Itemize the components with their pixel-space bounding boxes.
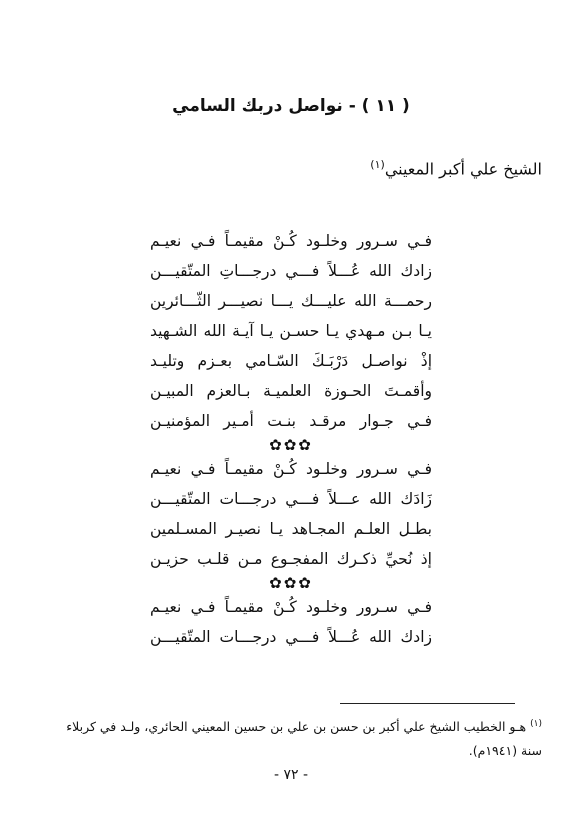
- verse-line: فـي جـوار مرقـد بنـت أمـير المؤمنيـن: [150, 412, 432, 430]
- page-number: - ٧٢ -: [273, 767, 309, 783]
- verse-line: فـي سـرور وخلـود كُـنْ مقيمـاً فـي نعيـم: [150, 598, 432, 616]
- poem-body: [150, 226, 432, 652]
- footnote-mark: (١): [530, 719, 542, 729]
- verse-line: رحمـــة الله عليـــك يـــا نصيـــر الثّـــائرين: [150, 292, 432, 310]
- footnote: [42, 712, 542, 763]
- verse-line: زادك الله عُـــلاً فـــي درجـــاتِ المتّقيـــن: [150, 262, 432, 280]
- footnote-text: هـو الخطيب الشيخ علي أكبر بن حسن بن علي بن حسين المعيني الحائري، ولـد في كربلاء سنة (١٩٤١م).: [66, 719, 542, 759]
- verse-line: بطـل العلـم المجـاهد يـا نصيـر المسـلمين: [150, 520, 432, 538]
- verse-line: إذْ نواصـل دَرْبَـكَ السّـامي بعـزم وتليـد: [150, 352, 432, 370]
- verse-line: زادك الله عُـــلاً فـــي درجـــات المتّقيـــن: [150, 628, 432, 646]
- verse-line: فـي سـرور وخلـود كُـنْ مقيمـاً فـي نعيـم: [150, 232, 432, 250]
- author-footnote-mark: (١): [370, 158, 385, 171]
- verse-line: زَادَك الله عـــلاً فـــي درجـــات المتّقيـــن: [150, 490, 432, 508]
- verse-line: إذ نُحيِّ ذكـرك المفجـوع مـن قلـب حزيـن: [150, 550, 432, 568]
- verse-line: يـا بـن مـهدي يـا حسـن يـا آيـة الله الشـهيد: [150, 322, 432, 340]
- flower-divider-icon: ✿✿✿: [269, 436, 313, 454]
- flower-divider-icon: ✿✿✿: [269, 574, 313, 592]
- author-name: الشيخ علي أكبر المعيني: [384, 159, 542, 179]
- footnote-separator: [340, 703, 515, 704]
- poem-title: ( ١١ ) - نواصل دربك السامي: [172, 96, 410, 116]
- verse-line: وأقمـتَ الحـوزة العلميـة بـالعزم المبيـن: [150, 382, 432, 400]
- verse-line: فـي سـرور وخلـود كُـنْ مقيمـاً فـي نعيـم: [150, 460, 432, 478]
- author-line: [370, 158, 542, 178]
